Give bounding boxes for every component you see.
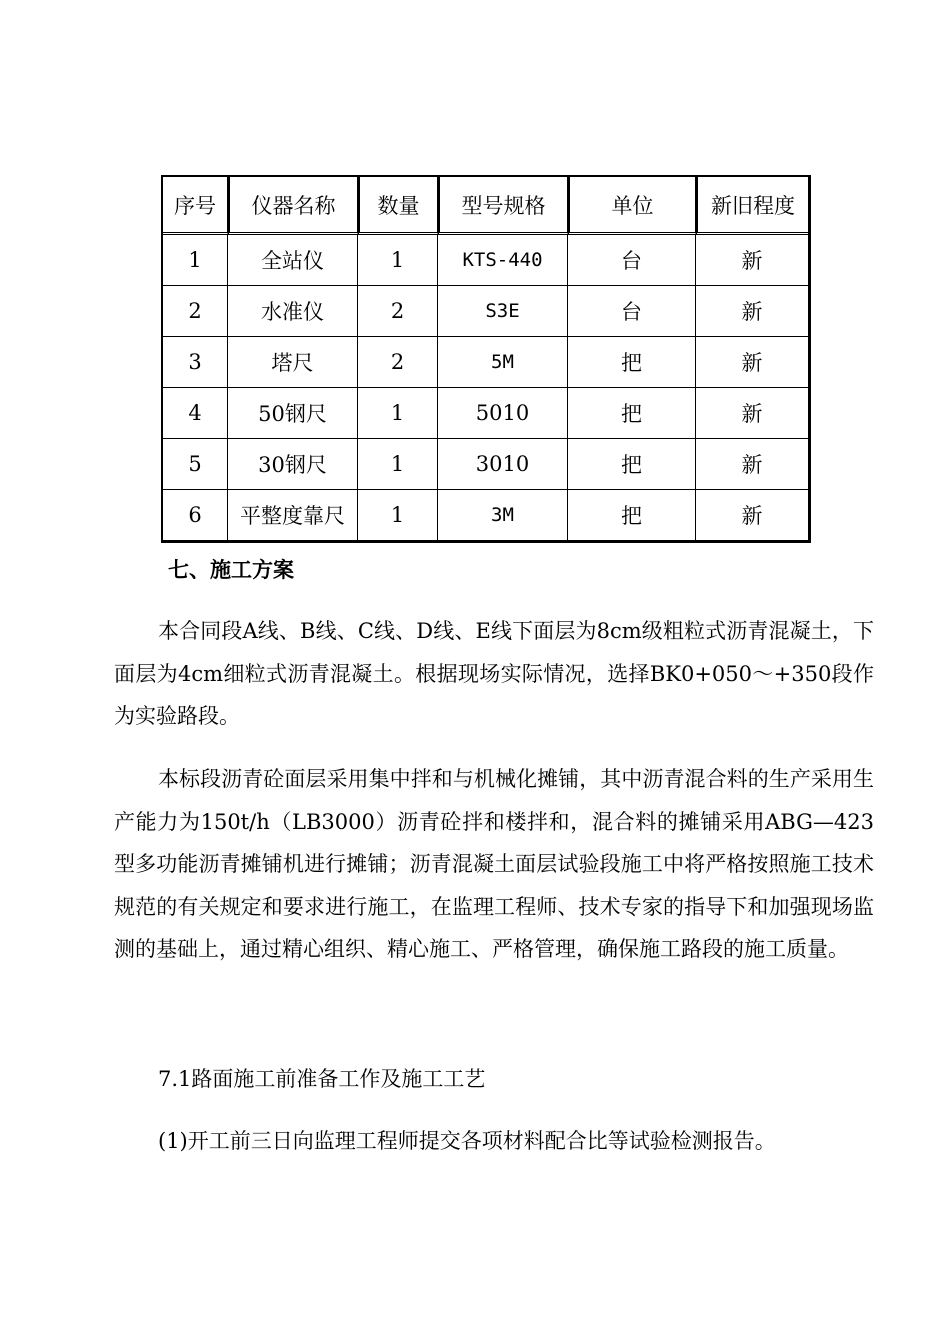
cell-condition: 新 (696, 439, 808, 490)
cell-condition: 新 (696, 235, 808, 286)
table-row (163, 337, 808, 388)
cell-quantity: 2 (358, 286, 438, 337)
table-row (163, 490, 808, 540)
cell-instrument-name: 塔尺 (228, 337, 358, 388)
header-index: 序号 (163, 177, 228, 235)
cell-index: 2 (163, 286, 228, 337)
table-row (163, 388, 808, 439)
header-quantity: 数量 (358, 177, 438, 235)
table-header-row (163, 177, 808, 235)
cell-instrument-name: 50钢尺 (228, 388, 358, 439)
table-row (163, 439, 808, 490)
paragraph-test-section: 本合同段A线、B线、C线、D线、E线下面层为8cm级粗粒式沥青混凝土，下面层为4cm细粒式沥青混凝土。根据现场实际情况，选择BK0+050～+350段作为实验路段。 (114, 619, 874, 728)
cell-unit: 台 (568, 286, 696, 337)
cell-instrument-name: 30钢尺 (228, 439, 358, 490)
header-condition: 新旧程度 (696, 177, 808, 235)
table-row (163, 235, 808, 286)
equipment-table (161, 175, 811, 543)
cell-index: 6 (163, 490, 228, 540)
cell-condition: 新 (696, 388, 808, 439)
section-title: 七、施工方案 (168, 558, 294, 582)
cell-index: 3 (163, 337, 228, 388)
cell-model: KTS-440 (438, 235, 568, 286)
cell-model: 5M (438, 337, 568, 388)
cell-unit: 把 (568, 388, 696, 439)
cell-model: S3E (438, 286, 568, 337)
header-instrument-name: 仪器名称 (228, 177, 358, 235)
cell-quantity: 1 (358, 235, 438, 286)
cell-model: 3M (438, 490, 568, 540)
cell-instrument-name: 水准仪 (228, 286, 358, 337)
cell-unit: 把 (568, 490, 696, 540)
cell-instrument-name: 平整度靠尺 (228, 490, 358, 540)
subsection-heading: 7.1路面施工前准备工作及施工工艺 (158, 1067, 486, 1091)
header-model: 型号规格 (438, 177, 568, 235)
list-item: (1)开工前三日向监理工程师提交各项材料配合比等试验检测报告。 (158, 1129, 776, 1153)
table-row (163, 286, 808, 337)
cell-quantity: 2 (358, 337, 438, 388)
cell-condition: 新 (696, 337, 808, 388)
cell-quantity: 1 (358, 388, 438, 439)
cell-unit: 台 (568, 235, 696, 286)
cell-index: 4 (163, 388, 228, 439)
cell-condition: 新 (696, 286, 808, 337)
cell-model: 5010 (438, 388, 568, 439)
cell-model: 3010 (438, 439, 568, 490)
cell-quantity: 1 (358, 439, 438, 490)
cell-unit: 把 (568, 337, 696, 388)
header-unit: 单位 (568, 177, 696, 235)
cell-index: 5 (163, 439, 228, 490)
paragraph-paving-method: 本标段沥青砼面层采用集中拌和与机械化摊铺，其中沥青混合料的生产采用生产能力为150t/h（LB3000）沥青砼拌和楼拌和，混合料的摊铺采用ABG—423型多功能沥青摊铺机进行摊铺；沥青混凝土面层试验段施工中将严格按照施工技术规范的有关规定和要求进行施工，在监理工程师、技术专家的指导下和加强现场监测的基础上，通过精心组织、精心施工、严格管理，确保施工路段的施工质量。 (114, 767, 874, 961)
cell-unit: 把 (568, 439, 696, 490)
cell-condition: 新 (741, 504, 763, 528)
cell-instrument-name: 全站仪 (228, 235, 358, 286)
cell-quantity: 1 (358, 490, 438, 540)
cell-index: 1 (163, 235, 228, 286)
